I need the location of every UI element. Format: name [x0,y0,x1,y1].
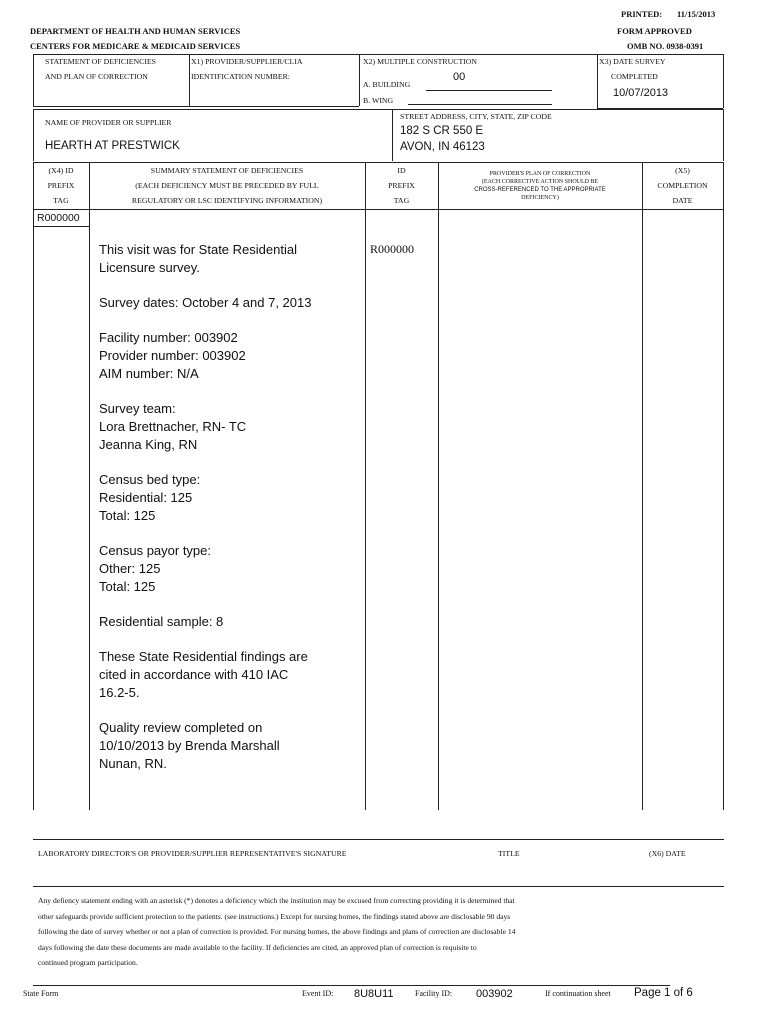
x4-header-2: PREFIX [47,181,75,190]
continuation-label: If continuation sheet [545,989,611,998]
x1-label-1: X1) PROVIDER/SUPPLIER/CLIA [191,57,303,66]
divider-x3 [597,54,598,108]
disclaimer-line: Any defiency statement ending with an asterisk (*) denotes a deficiency which the institution may be excused from correcting providing it is determined that [38,896,515,905]
address-label: STREET ADDRESS, CITY, STATE, ZIP CODE [400,112,552,121]
col-line-id [438,162,439,810]
building-underline [426,90,552,91]
printed-label: PRINTED: [621,9,663,19]
summary-header-2: (EACH DEFICIENCY MUST BE PRECEDED BY FULL [135,181,319,190]
printed-date: 11/15/2013 [677,9,716,19]
right-prefix-tag: R000000 [370,242,415,256]
provider-left-border [33,109,34,161]
provider-right-border [723,109,724,161]
summary-line: This visit was for State Residential [99,242,297,257]
facility-id-label: Facility ID: [415,989,453,998]
summary-line: Facility number: 003902 [99,330,238,345]
summary-line: AIM number: N/A [99,366,199,381]
summary-line: Residential: 125 [99,490,193,505]
provider-divider [392,109,393,161]
event-id-value: 8U8U11 [354,988,394,1000]
summary-line: cited in accordance with 410 IAC [99,667,289,682]
provider-top-left [33,109,392,110]
form-approved: FORM APPROVED [617,26,692,36]
summary-line: Total: 125 [99,579,156,594]
event-id-label: Event ID: [302,989,334,998]
facility-id-value: 003902 [476,988,513,1000]
summary-line: Other: 125 [99,561,161,576]
disclaimer-line: other safeguards provide sufficient protection to the patients. (see instructions.) Except for nursing homes, the findings stated above are disclosable 90 days [38,911,511,921]
summary-line: 10/10/2013 by Brenda Marshall [99,738,280,753]
x5-header-1: (X5) [675,166,690,175]
divider-x2 [359,54,360,106]
id-header-3: TAG [393,196,410,205]
summary-paragraph [99,294,361,312]
summary-line: Survey dates: October 4 and 7, 2013 [99,295,312,310]
wing-label: B. WING [363,96,394,105]
summary-line: Quality review completed on [99,720,263,735]
date-label: (X6) DATE [649,849,686,858]
plan-header-1: PROVIDER'S PLAN OF CORRECTION [489,171,591,177]
summary-line: Provider number: 003902 [99,348,246,363]
provider-name: HEARTH AT PRESTWICK [45,140,180,152]
signature-top-line [33,839,724,840]
box-bottom-left [33,106,359,107]
summary-statement [99,241,361,790]
box-top-border [33,54,723,55]
summary-line: Nunan, RN. [99,756,167,771]
x5-header-3: DATE [672,196,693,205]
address-line-1: 182 S CR 550 E [400,125,484,137]
address-line-2: AVON, IN 46123 [400,141,485,153]
x4-header-3: TAG [53,196,69,205]
summary-paragraph [99,613,361,631]
summary-line: These State Residential findings are [99,649,308,664]
provider-top-right [392,109,724,110]
footer-line [33,985,670,986]
id-header-2: PREFIX [388,181,415,190]
id-header-1: ID [397,166,406,175]
left-prefix-tag: R000000 [37,212,80,224]
summary-paragraph [99,400,361,454]
summary-paragraph [99,329,361,383]
x5-header-2: COMPLETION [657,181,708,190]
x2-label: X2) MULTIPLE CONSTRUCTION [363,57,478,66]
disclaimer-line: following the date of survey whether or not a plan of correction is provided. For nursing homes, the above findings and plans of correction are disclosable 14 [38,927,516,936]
summary-header-3: REGULATORY OR LSC IDENTIFYING INFORMATION) [131,196,323,205]
summary-paragraph [99,241,361,277]
summary-paragraph [99,542,361,596]
survey-completed-date: 10/07/2013 [613,87,669,99]
disclaimer-line: days following the date these documents are made available to the facility. If deficiencies are cited, an approved plan of correction is requisite to [38,942,477,952]
statement-label-1: STATEMENT OF DEFICIENCIES [45,57,156,66]
summary-paragraph [99,471,361,525]
summary-line: Census bed type: [99,472,201,487]
col-line-right [723,162,724,810]
wing-underline [408,104,552,105]
centers-title: CENTERS FOR MEDICARE & MEDICAID SERVICES [30,41,241,51]
box-left-border [33,54,34,106]
summary-paragraph [99,648,361,702]
signature-bottom-line [33,886,724,887]
columns-top-border [33,162,724,163]
state-form-label: State Form [23,989,59,998]
summary-line: Total: 125 [99,508,156,523]
col-line-left [33,162,34,810]
plan-header-4: DEFICIENCY) [521,195,559,201]
building-label: A. BUILDING [363,80,411,89]
columns-header-bottom [33,209,724,210]
summary-line: Jeanna King, RN [99,437,198,452]
x3-label-2: COMPLETED [611,72,658,81]
signature-label: LABORATORY DIRECTOR'S OR PROVIDER/SUPPLIER REPRESENTATIVE'S SIGNATURE [38,849,347,858]
summary-paragraph [99,719,361,773]
summary-line: Lora Brettnacher, RN- TC [99,419,247,434]
disclaimer-line: continued program participation. [38,958,138,967]
building-value: 00 [453,71,466,83]
col-line-summary [365,162,366,810]
summary-header-1: SUMMARY STATEMENT OF DEFICIENCIES [150,166,304,175]
x3-label-1: X3) DATE SURVEY [599,57,666,66]
summary-line: 16.2-5. [99,685,140,700]
title-label: TITLE [498,849,520,858]
provider-name-label: NAME OF PROVIDER OR SUPPLIER [45,118,172,127]
summary-line: Licensure survey. [99,260,200,275]
divider-x1 [189,54,190,106]
x1-label-2: IDENTIFICATION NUMBER: [191,72,290,81]
plan-header-2: (EACH CORRECTIVE ACTION SHOULD BE [481,179,599,185]
omb-number: OMB NO. 0938-0391 [627,41,704,51]
page-number: Page 1 of 6 [634,987,693,999]
summary-line: Survey team: [99,401,176,416]
box-right-border [723,54,724,108]
left-tag-underline [33,226,89,227]
col-line-x4 [89,162,90,810]
col-line-plan [642,162,643,810]
disclaimer-text [38,893,515,971]
statement-label-2: AND PLAN OF CORRECTION [45,72,148,81]
summary-line: Census payor type: [99,543,212,558]
x4-header-1: (X4) ID [48,166,74,175]
summary-line: Residential sample: 8 [99,614,224,629]
plan-header-3: CROSS-REFERENCED TO THE APPROPRIATE [474,187,606,193]
department-title: DEPARTMENT OF HEALTH AND HUMAN SERVICES [30,26,241,36]
